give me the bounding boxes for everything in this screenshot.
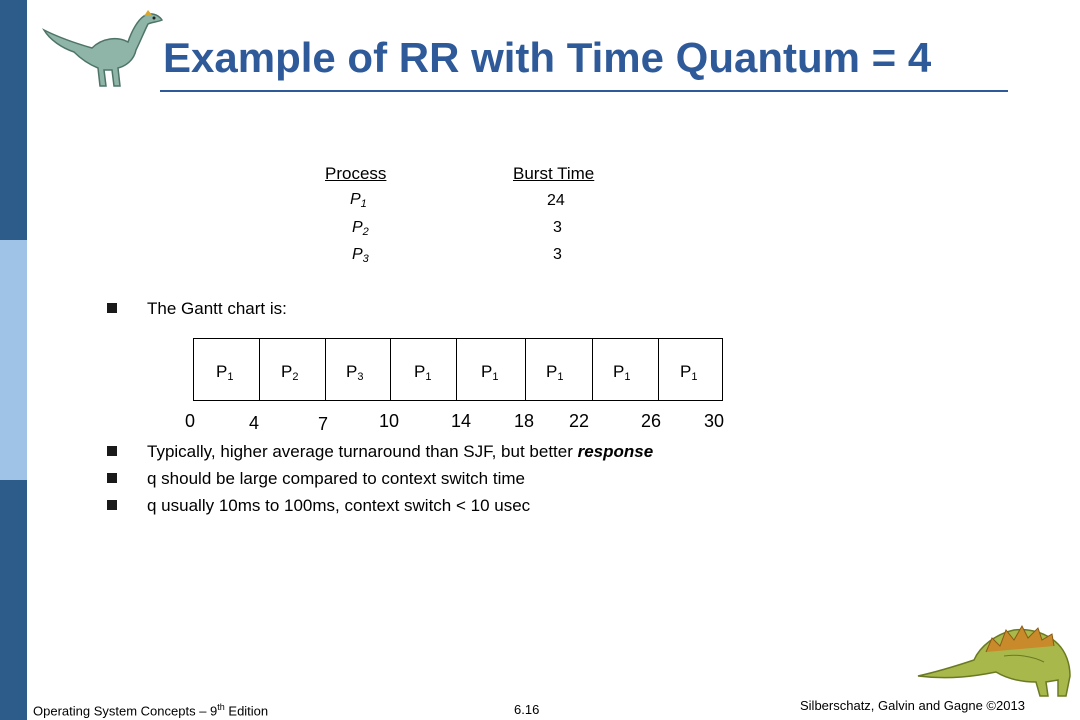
- sidebar-dark-bottom: [0, 480, 27, 720]
- gantt-tick-label: 14: [451, 411, 472, 431]
- gantt-segment-label: $P_1$: [414, 362, 432, 383]
- gantt-segment-label: $P_2$: [281, 362, 299, 383]
- gantt-tick-label: 4: [249, 413, 260, 433]
- table-row-process: $P_1$: [350, 191, 367, 210]
- table-row-process: $P_3$: [352, 246, 369, 265]
- gantt-chart: [193, 338, 723, 401]
- footer-book-title: Operating System Concepts – 9th Edition: [33, 702, 269, 719]
- gantt-tick-label: 10: [379, 411, 400, 431]
- stegosaurus-logo-icon: [916, 616, 1076, 700]
- sidebar-light-middle: [0, 240, 27, 480]
- gantt-tick-label: 0: [185, 411, 196, 431]
- gantt-divider: [525, 339, 526, 400]
- bullet-icon: [107, 446, 117, 459]
- gantt-tick-label: 30: [704, 411, 725, 431]
- gantt-tick-label: 22: [569, 411, 590, 431]
- gantt-divider: [592, 339, 593, 400]
- gantt-divider: [456, 339, 457, 400]
- burst-time-column-header: Burst Time: [513, 164, 595, 183]
- footer-page-number: 6.16: [514, 702, 540, 717]
- title-divider: [160, 90, 1008, 92]
- gantt-segment-label: $P_1$: [546, 362, 564, 383]
- gantt-tick-label: 7: [318, 414, 329, 434]
- bullet-icon: [107, 500, 117, 513]
- footer-copyright: Silberschatz, Galvin and Gagne ©2013: [800, 698, 1025, 713]
- process-column-header: Process: [325, 164, 387, 183]
- gantt-segment-label: $P_1$: [613, 362, 631, 383]
- sidebar-dark-top: [0, 0, 27, 240]
- gantt-tick-label: 18: [514, 411, 535, 431]
- gantt-divider: [259, 339, 260, 400]
- sidebar-band: [0, 0, 27, 720]
- table-row-burst: 3: [553, 246, 562, 263]
- gantt-segment-label: $P_3$: [346, 362, 364, 383]
- gantt-segment-label: $P_1$: [680, 362, 698, 383]
- bullet-icon: [107, 303, 117, 316]
- gantt-segment-label: $P_1$: [216, 362, 234, 383]
- dinosaur-logo-icon: [40, 8, 165, 90]
- bullet-text: Typically, higher average turnaround than SJF, but better response: [147, 442, 654, 461]
- table-row-burst: 24: [547, 192, 565, 209]
- slide-title: Example of RR with Time Quantum = 4: [163, 34, 932, 81]
- gantt-divider: [390, 339, 391, 400]
- bullet-icon: [107, 473, 117, 486]
- bullet-text: q usually 10ms to 100ms, context switch < 10 usec: [147, 496, 531, 515]
- gantt-divider: [325, 339, 326, 400]
- bullet-text: q should be large compared to context switch time: [147, 469, 525, 488]
- table-row-process: $P_2$: [352, 219, 369, 238]
- gantt-segment-label: $P_1$: [481, 362, 499, 383]
- gantt-intro-text: The Gantt chart is:: [147, 299, 287, 318]
- table-row-burst: 3: [553, 219, 562, 236]
- gantt-divider: [658, 339, 659, 400]
- gantt-tick-label: 26: [641, 411, 662, 431]
